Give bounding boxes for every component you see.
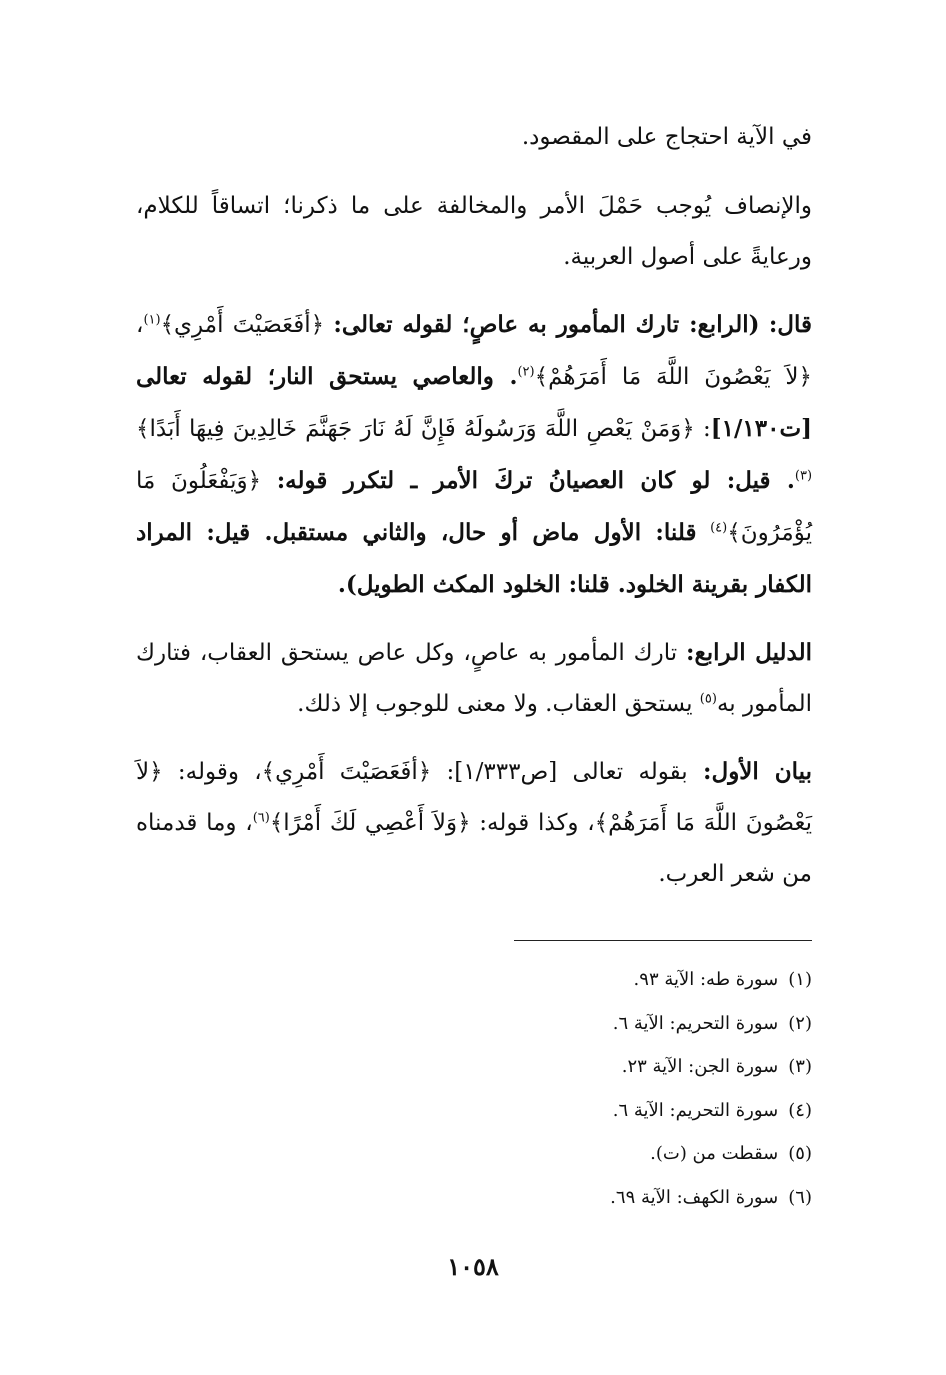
footnote-1 (136, 958, 812, 1002)
footnote-text: سقطت من (ت). (650, 1143, 779, 1164)
footnote-ref-6: (٦) (252, 810, 270, 826)
paragraph-4 (136, 627, 812, 730)
footnote-ref-5: (٥) (699, 691, 717, 707)
quran-verse-7: ﴿وَلاَ أَعْصِي لَكَ أَمْرًا﴾ (269, 810, 471, 836)
footnote-number: (٥) (788, 1143, 812, 1164)
footnote-5 (136, 1132, 812, 1176)
paragraph-1 (136, 112, 812, 163)
paragraph-4-segment-2: يستحق العقاب. ولا معنى للوجوب إلا ذلك. (297, 691, 693, 717)
footnote-3 (136, 1045, 812, 1089)
paragraph-3-segment-1: (الرابع: تارك المأمور به عاصٍ؛ لقوله تعالى: (333, 311, 760, 338)
paragraph-4-lead: الدليل الرابع: (685, 639, 812, 666)
footnote-4 (136, 1089, 812, 1133)
paragraph-5-connector-1: ، وقوله: (177, 759, 262, 785)
footnote-6 (136, 1176, 812, 1220)
footnote-divider (514, 940, 812, 941)
paragraph-5-segment-1: بقوله تعالى (572, 759, 688, 785)
paragraph-4-segment-1: تارك المأمور به عاصٍ، وكل عاص يستحق العقاب، فتارك المأمور به (136, 640, 812, 717)
paragraph-5-segment-2: ، وما قدمناه من شعر العرب. (136, 810, 812, 887)
footnote-ref-1: (١) (143, 312, 161, 328)
paragraph-2-text: والإنصاف يُوجب حَمْلَ الأمر والمخالفة على ما ذكرنا؛ اتساقاً للكلام، ورعايةً على أصول العربية. (136, 193, 812, 270)
footnote-ref-2: (٢) (517, 364, 535, 380)
separator-colon: : (702, 416, 711, 442)
footnote-text: سورة طه: الآية ٩٣. (633, 969, 779, 990)
footnote-text: سورة التحريم: الآية ٦. (612, 1099, 779, 1121)
page-number: ١٠٥٨ (447, 1252, 499, 1281)
footnote-number: (٤) (788, 1099, 812, 1121)
paragraph-1-text: في الآية احتجاج على المقصود. (521, 124, 812, 150)
paragraph-3-segment-3: . قيل: لو كان العصيانُ تركَ الأمر ـ لتكرر قوله: (276, 467, 795, 494)
footnote-text: سورة الكهف: الآية ٦٩. (610, 1186, 779, 1208)
footnote-number: (٢) (788, 1012, 812, 1034)
separator-comma: ، (136, 312, 144, 338)
paragraph-5-connector-2: ، وكذا قوله: (479, 810, 595, 836)
footnote-number: (٣) (788, 1056, 812, 1077)
manuscript-ref-1: [ت١/١٣٠] (710, 415, 812, 442)
main-text (136, 112, 812, 916)
quran-verse-2: ﴿لاَ يَعْصُونَ اللَّهَ مَا أَمَرَهُمْ﴾ (534, 364, 812, 390)
paragraph-2 (136, 181, 812, 283)
footnotes (136, 958, 812, 1219)
paragraph-3-segment-4: قلنا: الأول ماض أو حال، والثاني مستقبل. قيل: المراد الكفار بقرينة الخلود. قلنا: الخلود المكث الطويل). (136, 519, 812, 598)
paragraph-3-segment-2: . والعاصي يستحق النار؛ لقوله تعالى (136, 363, 518, 390)
footnote-ref-3: (٣) (794, 468, 813, 484)
footnote-number: (٦) (788, 1186, 812, 1208)
paragraph-3-lead: قال: (768, 311, 813, 338)
paragraph-5 (136, 746, 812, 900)
quran-verse-6: ﴿لاَ يَعْصُونَ اللَّهَ مَا أَمَرَهُمْ﴾ (136, 759, 812, 836)
paragraph-3-quoted-text (136, 299, 812, 611)
quran-verse-3: ﴿وَمَنْ يَعْصِ اللَّهَ وَرَسُولَهُ فَإِنَّ لَهُ نَارَ جَهَنَّمَ خَالِدِينَ فِيهَا أَبَدًا﴾ (136, 416, 695, 442)
manuscript-ref-2: [ص١/٣٣٣] (454, 759, 558, 785)
footnote-ref-4: (٤) (710, 520, 728, 536)
footnote-2 (136, 1002, 812, 1046)
footnote-number: (١) (788, 969, 812, 990)
quran-verse-1: ﴿أفَعَصَيْتَ أَمْرِي﴾ (160, 312, 325, 338)
paragraph-5-lead: بيان الأول: (703, 758, 813, 785)
footnote-text: سورة التحريم: الآية ٦. (612, 1012, 779, 1034)
separator-colon-2: : (446, 759, 455, 785)
footnote-text: سورة الجن: الآية ٢٣. (621, 1056, 779, 1077)
quran-verse-4: ﴿وَيَفْعَلُونَ مَا يُؤْمَرُونَ﴾ (136, 468, 812, 546)
quran-verse-5: ﴿أفَعَصَيْتَ أَمْرِي﴾ (261, 759, 432, 785)
